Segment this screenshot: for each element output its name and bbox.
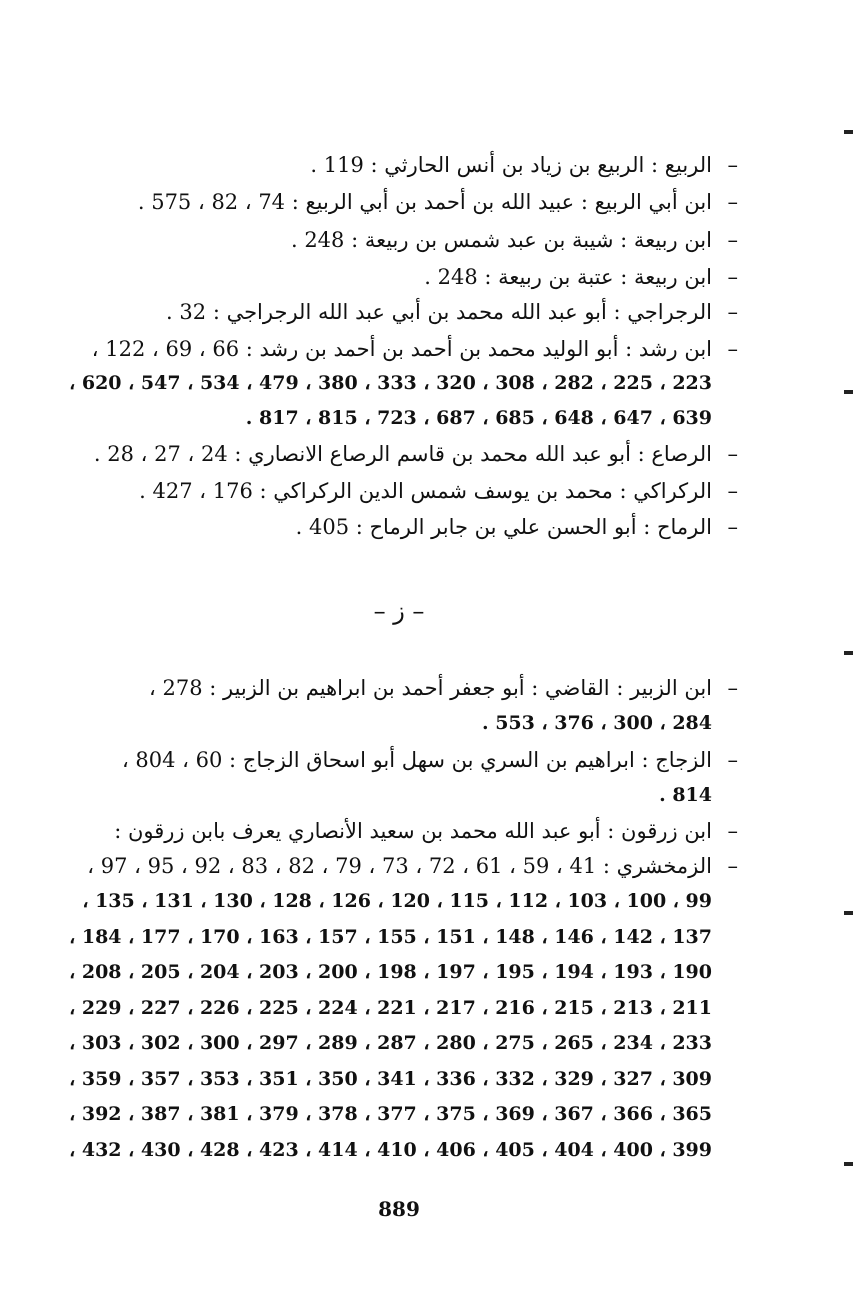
entry-continuation: 190 ، 193 ، 194 ، 195 ، 197 ، 198 ، 200 ، 203 ، 204 ، 205 ، 208 ، [69, 961, 712, 983]
scan-edge-mark [844, 651, 853, 655]
entry-continuation: 639 ، 647 ، 648 ، 685 ، 687 ، 723 ، 815 ، 817 . [245, 407, 712, 429]
entry-dash: – [727, 228, 738, 252]
entry-text: الزمخشري : 41 ، 59 ، 61 ، 72 ، 73 ، 79 ، 82 ، 83 ، 92 ، 95 ، 97 ، [87, 854, 712, 878]
index-entry-ibn-rushd [60, 331, 738, 367]
entry-text: ابن رشد : أبو الوليد محمد بن أحمد بن أحمد بن رشد : 66 ، 69 ، 122 ، [91, 337, 712, 361]
entry-continuation: 399 ، 400 ، 404 ، 405 ، 406 ، 410 ، 414 ، 423 ، 428 ، 430 ، 432 ، [69, 1139, 712, 1161]
entry-continuation: 99 ، 100 ، 103 ، 112 ، 115 ، 120 ، 126 ، 128 ، 130 ، 131 ، 135 ، [82, 890, 712, 912]
index-entry-rakraki [60, 473, 738, 509]
entry-text: الركراكي : محمد بن يوسف شمس الدين الركراكي : 176 ، 427 . [139, 479, 712, 503]
entry-text: ابن زرقون : أبو عبد الله محمد بن سعيد الأنصاري يعرف بابن زرقون : [114, 819, 712, 843]
entry-text: الزجاج : ابراهيم بن السري بن سهل أبو اسحاق الزجاج : 60 ، 804 ، [121, 748, 712, 772]
index-entry-zajjaj [60, 742, 738, 778]
index-entry-ibn-abi-rabi [60, 184, 738, 220]
entry-dash: – [727, 265, 738, 289]
index-entry-ibn-rabia-shayba [60, 222, 738, 258]
entry-continuation: 365 ، 366 ، 367 ، 369 ، 375 ، 377 ، 378 ، 379 ، 381 ، 387 ، 392 ، [69, 1103, 712, 1125]
entry-dash: – [727, 153, 738, 177]
index-entry-rassaa [60, 436, 738, 472]
entry-dash: – [727, 854, 738, 878]
entry-dash: – [727, 337, 738, 361]
entry-dash: – [727, 442, 738, 466]
entry-text: الرصاع : أبو عبد الله محمد بن قاسم الرصاع الانصاري : 24 ، 27 ، 28 . [93, 442, 712, 466]
entry-text: ابن ربيعة : شيبة بن عبد شمس بن ربيعة : 248 . [290, 228, 712, 252]
scan-edge-mark [844, 390, 853, 394]
entry-continuation: 309 ، 327 ، 329 ، 332 ، 336 ، 341 ، 350 ، 351 ، 353 ، 357 ، 359 ، [69, 1068, 712, 1090]
index-entry-rajraji [60, 294, 738, 330]
index-page [60, 0, 738, 1308]
scan-edge-mark [844, 911, 853, 915]
entry-dash: – [727, 300, 738, 324]
page-number: 889 [378, 1197, 420, 1221]
entry-dash: – [727, 819, 738, 843]
index-entry-zamakhshari [60, 848, 738, 884]
entry-continuation: 284 ، 300 ، 376 ، 553 . [481, 712, 712, 734]
entry-text: ابن الزبير : القاضي : أبو جعفر أحمد بن ابراهيم بن الزبير : 278 ، [149, 676, 712, 700]
entry-dash: – [727, 515, 738, 539]
section-heading-zay: – ز – [373, 597, 425, 625]
index-entry-rammah [60, 509, 738, 545]
entry-continuation: 137 ، 142 ، 146 ، 148 ، 151 ، 155 ، 157 ، 163 ، 170 ، 177 ، 184 ، [69, 926, 712, 948]
entry-dash: – [727, 676, 738, 700]
entry-dash: – [727, 190, 738, 214]
index-entry-rabi [60, 147, 738, 183]
entry-continuation: 814 . [659, 784, 712, 806]
index-entry-ibn-zarqun [60, 813, 738, 849]
entry-text: الربيع : الربيع بن زياد بن أنس الحارثي : 119 . [310, 153, 712, 177]
index-entry-ibn-rabia-utba [60, 259, 738, 295]
entry-dash: – [727, 479, 738, 503]
entry-text: الرجراجي : أبو عبد الله محمد بن أبي عبد الله الرجراجي : 32 . [166, 300, 712, 324]
entry-text: ابن أبي الربيع : عبيد الله بن أحمد بن أبي الربيع : 74 ، 82 ، 575 . [137, 190, 712, 214]
entry-text: ابن ربيعة : عتبة بن ربيعة : 248 . [424, 265, 712, 289]
entry-continuation: 223 ، 225 ، 282 ، 308 ، 320 ، 333 ، 380 ، 479 ، 534 ، 547 ، 620 ، [69, 372, 712, 394]
scan-edge-mark [844, 130, 853, 134]
entry-dash: – [727, 748, 738, 772]
entry-continuation: 211 ، 213 ، 215 ، 216 ، 217 ، 221 ، 224 ، 225 ، 226 ، 227 ، 229 ، [69, 997, 712, 1019]
index-entry-ibn-zubayr [60, 670, 738, 706]
entry-continuation: 233 ، 234 ، 265 ، 275 ، 280 ، 287 ، 289 ، 297 ، 300 ، 302 ، 303 ، [69, 1032, 712, 1054]
entry-text: الرماح : أبو الحسن علي بن جابر الرماح : 405 . [295, 515, 712, 539]
scan-edge-mark [844, 1162, 853, 1166]
